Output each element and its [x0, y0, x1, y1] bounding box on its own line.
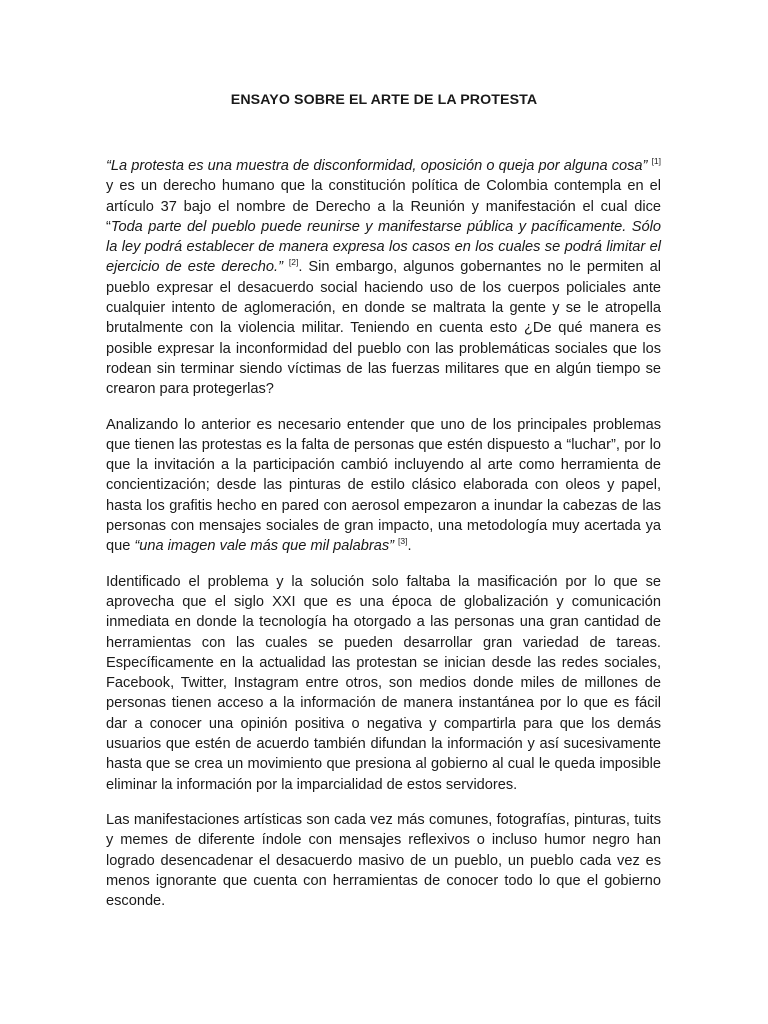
paragraph-3: Identificado el problema y la solución solo faltaba la masificación por lo que se aprovecha que el siglo XXI que es una época de globalización y comunicación inmediata en donde la tecnología ha otorgado a las personas una gran cantidad de herramientas con las cuales se pueden desarrollar gran variedad de tareas. Específicamente en la actualidad las protestan se inician desde las redes sociales, Facebook, Twitter, Instagram entre otros, son medios donde miles de millones de personas tienen acceso a la información de manera instantánea por lo que es fácil dar a conocer una opinión positiva o negativa y compartirla para que los demás usuarios que estén de acuerdo también difundan la información y así sucesivamente hasta que se crea un movimiento que presiona al gobierno al cual le queda imposible eliminar la información por la imparcialidad de estos servidores. [106, 573, 661, 793]
citation-ref-1: [1] [651, 156, 662, 167]
paragraph-1-text-b: . Sin embargo, algunos gobernantes no le permiten al pueblo expresar el desacuerdo social haciendo uso de los cuerpos policiales ante cualquier intento de aglomeración, en donde se maltrata la gente y se le atropella brutalmente con la violencia militar. Teniendo en cuenta esto ¿De qué manera es posible expresar la inconformidad del pueblo con las problemáticas sociales que los rodean sin terminar siendo víctimas de las fuerzas militares que en algún tiempo se crearon para protegerlas? [106, 259, 661, 398]
document-title: ENSAYO SOBRE EL ARTE DE LA PROTESTA [230, 92, 538, 108]
paragraph-2-text-a: Analizando lo anterior es necesario entender que uno de los principales problemas que tienen las protestas es la falta de personas que estén dispuesto a “luchar”, por lo que la invitación a la participación cambió incluyendo al arte como herramienta de concientización; desde las pinturas de estilo clásico elaborada con oleos y papel, hasta los grafitis hecho en pared con aerosol empezaron a inundar la cabezas de las personas con mensajes sociales de gran impacto, una metodología muy acertada ya que [106, 416, 661, 555]
quote-protest-definition: “La protesta es una muestra de disconformidad, oposición o queja por alguna cosa” [106, 158, 648, 174]
paragraph-2 [106, 415, 661, 557]
paragraph-4: Las manifestaciones artísticas son cada vez más comunes, fotografías, pinturas, tuits y memes de diferente índole con mensajes reflexivos o incluso humor negro han logrado desencadenar el desacuerdo masivo de un pueblo, un pueblo cada vez es menos ignorante que cuenta con herramientas de conocer todo lo que el gobierno esconde. [106, 811, 661, 910]
citation-ref-2: [2] [288, 257, 299, 268]
quote-image-words: “una imagen vale más que mil palabras” [134, 538, 394, 555]
paragraph-2-text-b: . [407, 538, 412, 555]
paragraph-1 [106, 156, 661, 400]
quote-article-37: Toda parte del pueblo puede reunirse y manifestarse pública y pacíficamente. Sólo la ley podrá establecer de manera expresa los casos en los cuales se podrá limitar el ejercicio de este derecho.” [106, 218, 661, 276]
paragraph-1-text-a: y es un derecho humano que la constitución política de Colombia contempla en el artículo 37 bajo el nombre de Derecho a la Reunión y manifestación el cual dice “ [106, 178, 661, 235]
document-body [106, 156, 661, 926]
citation-ref-3: [3] [398, 536, 408, 547]
